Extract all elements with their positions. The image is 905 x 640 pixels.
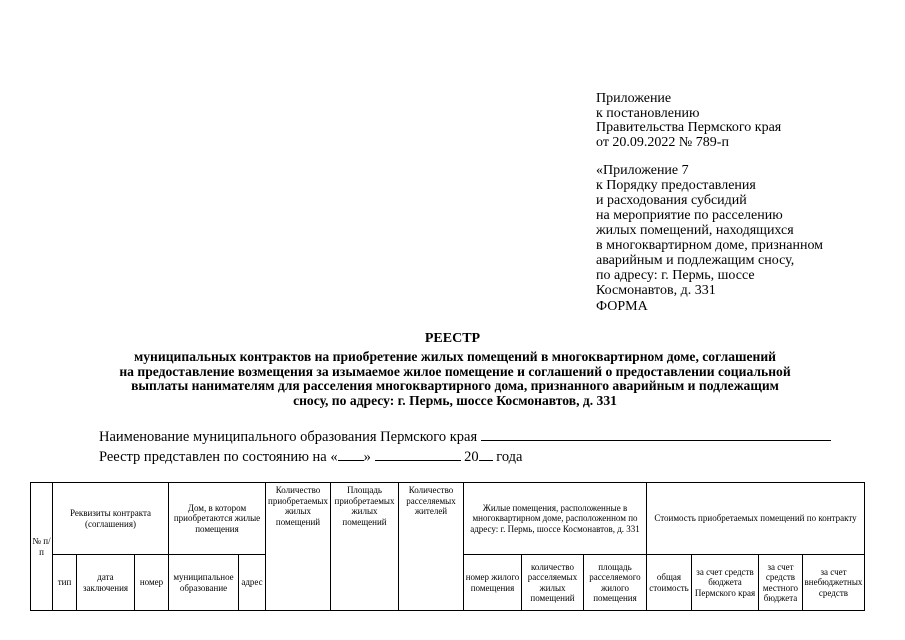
sub-municipal-header: муниципальное образование	[169, 555, 239, 611]
month-field[interactable]	[375, 446, 461, 461]
sub-date-header: дата заключения	[77, 555, 135, 611]
subtitle-line: на предоставление возмещения за изымаемое жилое помещение и соглашений о предоставлении социальной	[119, 363, 791, 379]
appendix7-line: жилых помещений, находящихся	[596, 223, 794, 238]
municipality-row	[99, 426, 831, 446]
sub-premise-number-header: номер жилого помещения	[464, 555, 522, 611]
registry-date-mid: »	[363, 449, 371, 465]
sub-extrabudget-header: за счет внебюджетных средств	[803, 555, 865, 611]
registry-date-row	[99, 446, 522, 466]
table-header-row	[31, 483, 865, 555]
sub-address-header: адрес	[239, 555, 266, 611]
sub-number-header: номер	[135, 555, 169, 611]
registry-date-prefix: Реестр представлен по состоянию на «	[99, 449, 338, 465]
appendix7-line: аварийным и подлежащим сносу,	[596, 253, 795, 268]
municipality-label: Наименование муниципального образования Пермского края	[99, 429, 478, 445]
document-title: РЕЕСТР	[424, 331, 481, 346]
subtitle-line: выплаты нанимателям для расселения многоквартирного дома, признанного аварийным и подлежащим	[131, 378, 779, 393]
area-purchased-header: Площадь приобретаемых жилых помещений	[331, 483, 399, 611]
contract-details-header: Реквизиты контракта (соглашения)	[53, 483, 169, 555]
sub-type-header: тип	[53, 555, 77, 611]
appendix7-line: и расходования субсидий	[596, 193, 747, 208]
resettled-premises-header: Жилые помещения, расположенные в многоквартирном доме, расположенном по адресу: г. Пермь, шоссе Космонавтов, д. 331	[464, 483, 647, 555]
appendix-line: Приложение	[596, 91, 672, 106]
sub-local-header: за счет средств местного бюджета	[759, 555, 803, 611]
appendix7-line: в многоквартирном доме, признанном	[596, 238, 824, 253]
appendix7-line: Космонавтов, д. 331	[596, 283, 716, 298]
sub-area-resettled-header: площадь расселяемого жилого помещения	[584, 555, 647, 611]
sub-total-cost-header: общая стоимость	[647, 555, 692, 611]
count-purchased-header: Количество приобретаемых жилых помещений	[266, 483, 331, 611]
subtitle-line: муниципальных контрактов на приобретение жилых помещений в многоквартирном доме, соглашений	[134, 349, 776, 364]
sub-regional-header: за счет средств бюджета Пермского края	[692, 555, 759, 611]
appendix-line: от 20.09.2022 № 789-п	[596, 134, 729, 150]
appendix7-line: по адресу: г. Пермь, шоссе	[596, 268, 755, 283]
registry-date-suffix: года	[496, 449, 523, 465]
document-subtitle	[70, 350, 840, 408]
appendix-line: Правительства Пермского края	[596, 120, 782, 135]
form-label: ФОРМА	[596, 299, 648, 314]
day-field[interactable]	[338, 446, 364, 461]
subtitle-line: сносу, по адресу: г. Пермь, шоссе Космонавтов, д. 331	[293, 392, 617, 408]
count-residents-header: Количество расселяемых жителей	[399, 483, 464, 611]
cost-header: Стоимость приобретаемых помещений по контракту	[647, 483, 865, 555]
municipality-field[interactable]	[481, 426, 831, 441]
appendix-header	[596, 92, 781, 150]
registry-table	[30, 482, 865, 611]
appendix7-line: на мероприятие по расселению	[596, 208, 783, 223]
year-field[interactable]	[479, 446, 493, 461]
registry-date-year: 20	[464, 449, 479, 465]
col-num-header: № п/п	[31, 483, 53, 611]
appendix7-header	[596, 163, 823, 298]
appendix-line: к постановлению	[596, 105, 700, 121]
appendix7-line: «Приложение 7	[596, 163, 689, 178]
house-header: Дом, в котором приобретаются жилые помещения	[169, 483, 266, 555]
sub-count-resettled-header: количество расселяемых жилых помещений	[522, 555, 584, 611]
appendix7-line: к Порядку предоставления	[596, 178, 756, 193]
